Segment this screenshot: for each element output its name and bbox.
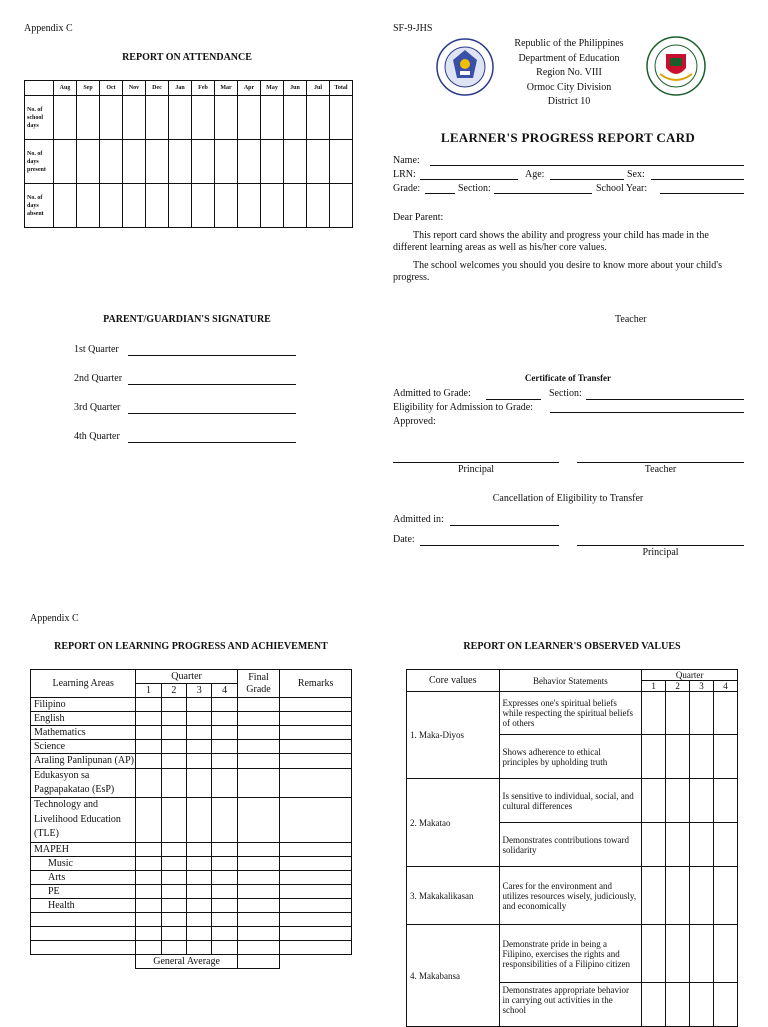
approved-label: Approved: [393, 416, 436, 427]
name-field[interactable] [430, 165, 744, 166]
month-header: Total [330, 81, 353, 96]
subject-ap: Araling Panlipunan (AP) [31, 754, 136, 769]
observed-values-table [406, 669, 738, 1027]
section-field[interactable] [494, 193, 592, 194]
general-average-label: General Average [136, 954, 238, 968]
subject-filipino: Filipino [31, 698, 136, 712]
values-quarter-header: Quarter [642, 670, 738, 681]
letter-paragraph-1: This report card shows the ability and progress your child has made in the different learning areas as well as his/her core values. [393, 230, 709, 253]
appendix-label-top: Appendix C [24, 23, 73, 34]
quarter-3-label: 3rd Quarter [74, 402, 121, 413]
values-quarter-num: 3 [690, 681, 714, 692]
admitted-grade-label: Admitted to Grade: [393, 388, 471, 399]
month-header: Jan [169, 81, 192, 96]
principal-label: Principal [457, 464, 495, 475]
card-title: LEARNER'S PROGRESS REPORT CARD [440, 130, 696, 145]
cancel-principal-label: Principal [642, 547, 679, 558]
behavior-statement: Expresses one's spiritual beliefs while respecting the spiritual beliefs of others [499, 692, 642, 735]
transfer-teacher-label: Teacher [644, 464, 677, 475]
form-code: SF-9-JHS [393, 23, 433, 34]
behavior-statement: Demonstrates contributions toward solidarity [499, 823, 642, 867]
teacher-label: Teacher [615, 314, 647, 325]
signature-title: PARENT/GUARDIAN'S SIGNATURE [103, 314, 271, 325]
core-value-makakalikasan: 3. Makakalikasan [407, 867, 500, 925]
behavior-statements-header: Behavior Statements [499, 670, 642, 692]
grade-label: Grade: [393, 183, 421, 194]
dear-parent: Dear Parent: [393, 212, 444, 223]
subject-health: Health [31, 898, 136, 912]
core-values-header: Core values [407, 670, 500, 692]
subject-tle: Technology and Livelihood Education (TLE) [31, 798, 136, 843]
header-line-1: Republic of the Philippines [514, 38, 624, 49]
cancel-principal-line [577, 545, 744, 546]
subject-music: Music [31, 856, 136, 870]
attendance-title: REPORT ON ATTENDANCE [122, 52, 252, 63]
age-field[interactable] [550, 179, 624, 180]
principal-signature-line [393, 462, 559, 463]
behavior-statement: Is sensitive to individual, social, and cultural differences [499, 779, 642, 823]
month-header: Oct [100, 81, 123, 96]
final-grade-header: Final Grade [237, 670, 279, 698]
header-block [498, 37, 640, 110]
school-year-field[interactable] [660, 193, 744, 194]
transfer-section-field[interactable] [586, 399, 744, 400]
behavior-statement: Demonstrates appropriate behavior in carrying out activities in the school [499, 983, 642, 1027]
header-line-3: Region No. VIII [536, 67, 602, 78]
remarks-header: Remarks [280, 670, 352, 698]
quarter-num: 3 [187, 684, 212, 698]
eligibility-field[interactable] [550, 412, 744, 413]
behavior-statement: Shows adherence to ethical principles by upholding truth [499, 735, 642, 779]
name-label: Name: [393, 155, 420, 166]
cancellation-title: Cancellation of Eligibility to Transfer [492, 493, 644, 504]
date-label: Date: [393, 534, 415, 545]
row-label-school-days: No. of school days [25, 96, 54, 140]
quarter-2-label: 2nd Quarter [74, 373, 123, 384]
admitted-grade-field[interactable] [486, 399, 541, 400]
section-label: Section: [458, 183, 491, 194]
row-label-days-present: No. of days present [25, 140, 54, 184]
letter-paragraph-2: The school welcomes you should you desire to know more about your child's progress. [393, 260, 722, 283]
age-label: Age: [525, 169, 545, 180]
school-year-label: School Year: [596, 183, 648, 194]
subject-esp: Edukasyon sa Pagpapakatao (EsP) [31, 769, 136, 798]
month-header: Feb [192, 81, 215, 96]
quarter-1-label: 1st Quarter [74, 344, 119, 355]
date-field[interactable] [420, 545, 559, 546]
month-header: Sep [77, 81, 100, 96]
core-value-maka-diyos: 1. Maka-Diyos [407, 692, 500, 779]
subject-science: Science [31, 740, 136, 754]
subject-pe: PE [31, 884, 136, 898]
header-line-5: District 10 [547, 96, 591, 107]
values-quarter-num: 1 [642, 681, 666, 692]
sex-label: Sex: [627, 169, 645, 180]
eligibility-label: Eligibility for Admission to Grade: [393, 402, 533, 413]
admitted-in-field[interactable] [450, 525, 559, 526]
month-header: Apr [238, 81, 261, 96]
appendix-label-bottom: Appendix C [30, 613, 79, 624]
admitted-in-label: Admitted in: [393, 514, 444, 525]
school-seal-icon [646, 36, 706, 96]
sex-field[interactable] [651, 179, 744, 180]
month-header: Aug [54, 81, 77, 96]
core-value-makabansa: 4. Makabansa [407, 925, 500, 1027]
quarter-4-label: 4th Quarter [74, 431, 120, 442]
quarter-header: Quarter [136, 670, 238, 684]
quarter-2-signature-line [128, 384, 296, 385]
quarter-num: 2 [161, 684, 186, 698]
values-quarter-num: 2 [666, 681, 690, 692]
teacher-signature-line [577, 462, 744, 463]
header-line-2: Department of Education [518, 52, 620, 64]
header-line-4: Ormoc City Division [526, 81, 612, 93]
quarter-4-signature-line [128, 442, 296, 443]
month-header: May [261, 81, 284, 96]
certificate-title: Certificate of Transfer [524, 373, 612, 383]
lrn-field[interactable] [420, 179, 518, 180]
row-label-days-absent: No. of days absent [25, 184, 54, 228]
behavior-statement: Cares for the environment and utilizes resources wisely, judiciously, and economically [499, 867, 642, 925]
learning-progress-table [30, 669, 352, 969]
month-header: Nov [123, 81, 146, 96]
subject-english: English [31, 712, 136, 726]
lrn-label: LRN: [393, 169, 416, 180]
month-header: Mar [215, 81, 238, 96]
core-value-makatao: 2. Makatao [407, 779, 500, 867]
subject-arts: Arts [31, 870, 136, 884]
month-header: Dec [146, 81, 169, 96]
values-quarter-num: 4 [714, 681, 738, 692]
month-header: Jun [284, 81, 307, 96]
quarter-num: 1 [136, 684, 161, 698]
quarter-3-signature-line [128, 413, 296, 414]
learning-progress-title: REPORT ON LEARNING PROGRESS AND ACHIEVEMENT [54, 641, 328, 652]
subject-mathematics: Mathematics [31, 726, 136, 740]
transfer-section-label: Section: [549, 388, 582, 399]
learning-areas-header: Learning Areas [31, 670, 136, 698]
deped-seal-icon [436, 38, 494, 96]
behavior-statement: Demonstrate pride in being a Filipino, exercises the rights and responsibilities of a Filipino citizen [499, 925, 642, 983]
attendance-table [24, 80, 353, 228]
observed-values-title: REPORT ON LEARNER'S OBSERVED VALUES [463, 641, 681, 652]
grade-field[interactable] [425, 193, 455, 194]
subject-mapeh: MAPEH [31, 842, 136, 856]
quarter-num: 4 [212, 684, 237, 698]
month-header: Jul [307, 81, 330, 96]
quarter-1-signature-line [128, 355, 296, 356]
